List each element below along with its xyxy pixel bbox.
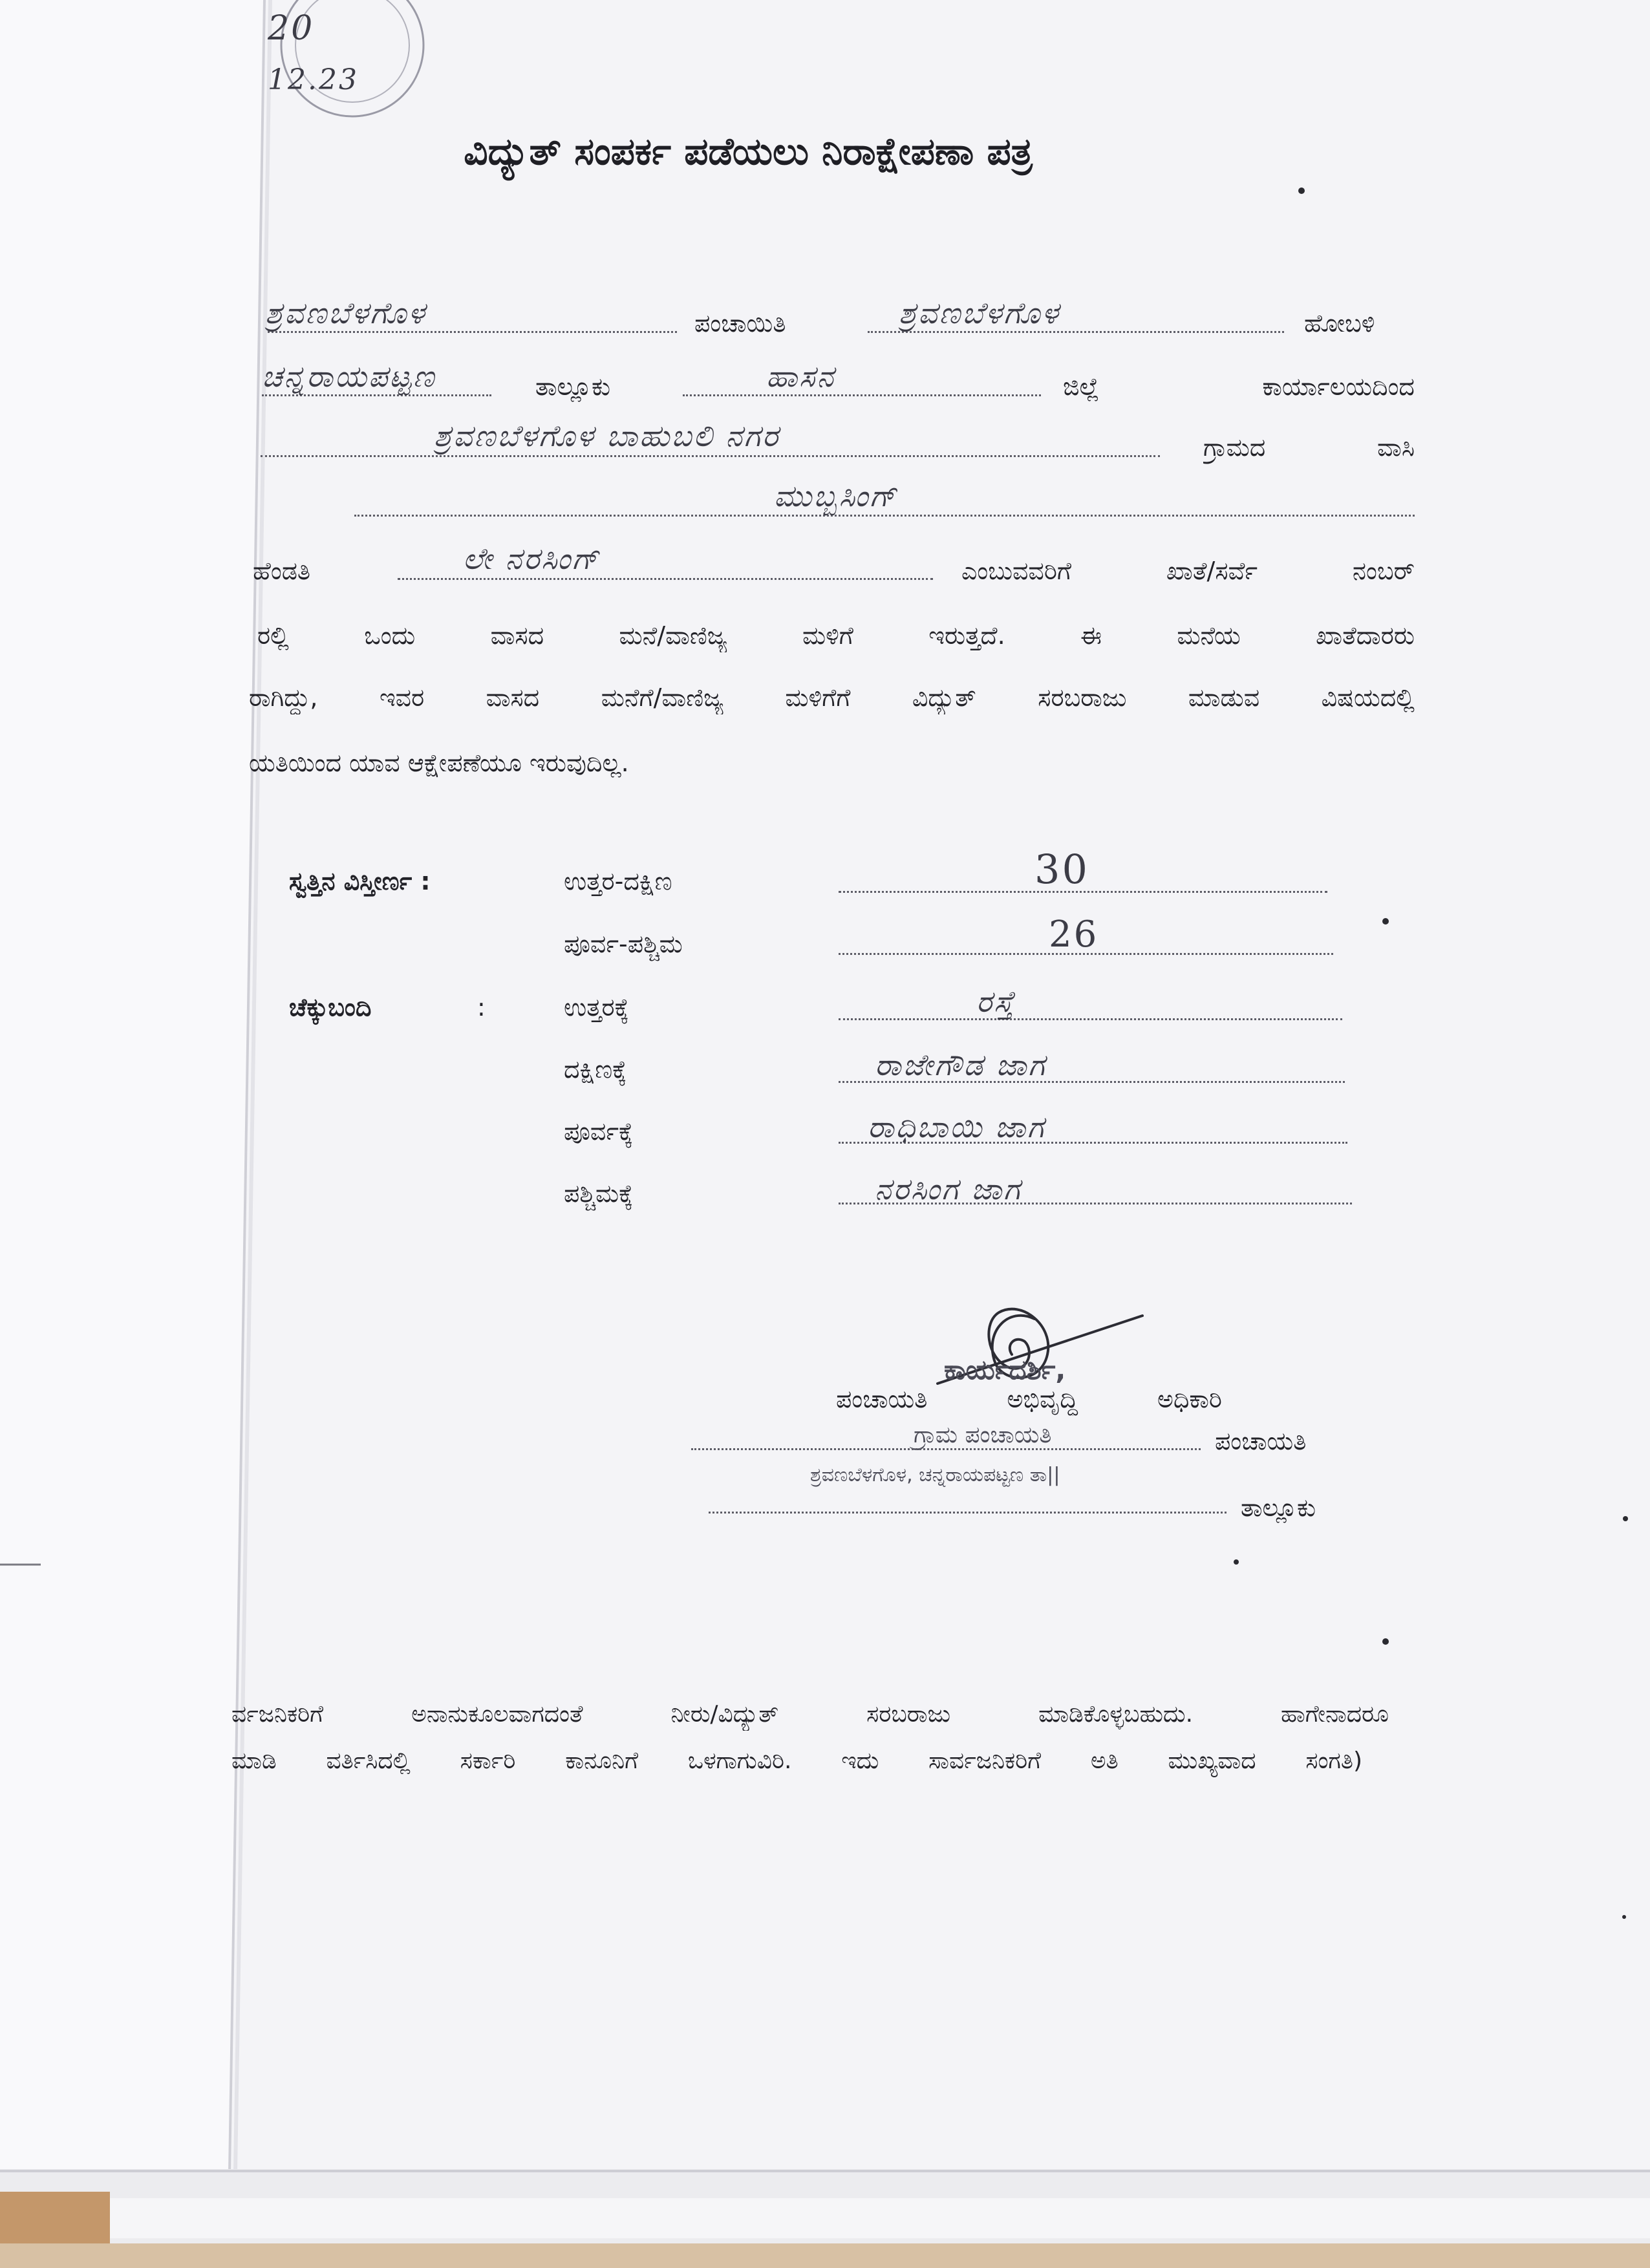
east-west-value: 26 [1049, 914, 1099, 956]
boundary-east-value: ರಾಧಿಬಾಯಿ ಜಾಗ [868, 1109, 1046, 1144]
boundaries-colon: : [477, 993, 486, 1022]
east-west-label: ಪೂರ್ವ-ಪಶ್ಚಿಮ [564, 930, 683, 958]
boundary-north-value: ರಸ್ತೆ [976, 984, 1016, 1019]
gram-panchayat-stamp: ಗ್ರಾಮ ಪಂಚಾಯತಿ [914, 1422, 1052, 1448]
taluk-stamp: ಶ್ರವಣಬೆಳಗೊಳ, ಚನ್ನರಾಯಪಟ್ಟಣ ತಾ|| [810, 1464, 1060, 1486]
panchayat-value: ಶ್ರವಣಬೆಳಗೊಳ [265, 295, 427, 330]
north-south-value: 30 [1034, 846, 1089, 893]
hobli-label: ಹೋಬಳಿ [1304, 309, 1375, 337]
corner-note-date: 12.23 [268, 63, 359, 96]
north-south-label: ಉತ್ತರ-ದಕ್ಷಿಣ [564, 867, 672, 895]
underlying-sheet [110, 2198, 1650, 2238]
signature-panchayat-label: ಪಂಚಾಯತಿ [1215, 1427, 1307, 1455]
district-value: ಹಾಸನ [766, 359, 836, 394]
boundary-east-label: ಪೂರ್ವಕ್ಕೆ [564, 1117, 634, 1146]
village-label: ಗ್ರಾಮದ ವಾಸಿ [1203, 433, 1415, 462]
dotted-line [709, 1512, 1227, 1514]
body-line-8: ಯತಿಯಿಂದ ಯಾವ ಆಕ್ಷೇಪಣೆಯೂ ಇರುವುದಿಲ್ಲ. [249, 749, 629, 777]
taluk-label: ತಾಲ್ಲೂಕು [535, 372, 611, 401]
document-title: ವಿದ್ಯುತ್ ಸಂಪರ್ಕ ಪಡೆಯಲು ನಿರಾಕ್ಷೇಪಣಾ ಪತ್ರ [464, 129, 1033, 173]
boundary-south-label: ದಕ್ಷಿಣಕ್ಕೆ [564, 1055, 627, 1084]
dotted-line [683, 394, 1041, 396]
khata-label: ಎಂಬುವವರಿಗೆ ಖಾತೆ/ಸರ್ವೆ ನಂಬರ್ [961, 557, 1415, 585]
officer-designation: ಪಂಚಾಯತಿ ಅಭಿವೃದ್ಧಿ ಅಧಿಕಾರಿ [836, 1385, 1222, 1413]
boundary-north-label: ಉತ್ತರಕ್ಕೆ [564, 993, 629, 1022]
relation-label: ಹೆಂಡತಿ [253, 557, 311, 585]
hobli-value: ಶ್ರವಣಬೆಳಗೊಳ [899, 295, 1060, 330]
district-label: ಜಿಲ್ಲೆ ಕಾರ್ಯಾಲಯದಿಂದ [1063, 372, 1415, 401]
taluk-value: ಚನ್ನರಾಯಪಟ್ಟಣ [262, 359, 436, 394]
boundary-west-label: ಪಶ್ಚಿಮಕ್ಕೆ [564, 1179, 634, 1208]
footer-note-line-1: ರ್ವಜನಿಕರಿಗೆ ಅನಾನುಕೂಲವಾಗದಂತೆ ನೀರು/ವಿದ್ಯುತ್ ಸರಬರಾಜು ಮಾಡಿಕೊಳ್ಳಬಹುದು. ಹಾಗೇನಾದರೂ [231, 1701, 1389, 1728]
footer-note-line-2: ಮಾಡಿ ವರ್ತಿಸಿದಲ್ಲಿ ಸರ್ಕಾರಿ ಕಾನೂನಿಗೆ ಒಳಗಾಗುವಿರಿ. ಇದು ಸಾರ್ವಜನಿಕರಿಗೆ ಅತಿ ಮುಖ್ಯವಾದ ಸಂಗತಿ) [231, 1748, 1362, 1774]
folded-paper-strip [0, 0, 264, 2172]
boundary-south-value: ರಾಜೇಗೌಡ ಜಾಗ [875, 1047, 1047, 1082]
panchayat-label: ಪಂಚಾಯಿತಿ [694, 309, 786, 337]
signature-taluk-label: ತಾಲ್ಲೂಕು [1241, 1493, 1316, 1522]
village-value: ಶ್ರವಣಬೆಳಗೊಳ ಬಾಹುಬಲಿ ನಗರ [434, 418, 780, 453]
boundary-west-value: ನರಸಿಂಗ ಜಾಗ [875, 1171, 1022, 1206]
property-area-label: ಸ್ವತ್ತಿನ ವಿಸ್ತೀರ್ಣ : [289, 867, 431, 895]
table-surface-band [0, 2243, 1650, 2268]
boundaries-label: ಚೆಕ್ಕುಬಂದಿ [289, 993, 372, 1022]
dotted-line [691, 1448, 1201, 1450]
dotted-line [839, 1018, 1342, 1020]
relation-value: ಲೇ ನರಸಿಂಗ್ [463, 541, 601, 576]
secretary-stamp: ಕಾರ್ಯದರ್ಶಿ, [944, 1354, 1066, 1385]
body-line-7: ರಾಗಿದ್ದು, ಇವರ ವಾಸದ ಮನೆಗೆ/ವಾಣಿಜ್ಯ ಮಳಿಗೆಗೆ ವಿದ್ಯುತ್ ಸರಬರಾಜು ಮಾಡುವ ವಿಷಯದಲ್ಲಿ [249, 683, 1415, 712]
body-line-6: ರಲ್ಲಿ ಒಂದು ವಾಸದ ಮನೆ/ವಾಣಿಜ್ಯ ಮಳಿಗೆ ಇರುತ್ತದೆ. ಈ ಮನೆಯ ಖಾತೆದಾರರು [257, 621, 1415, 650]
corner-note-day: 20 [268, 9, 315, 48]
applicant-name-value: ಮುಬ್ಬಸಿಂಗ್ [774, 478, 898, 513]
